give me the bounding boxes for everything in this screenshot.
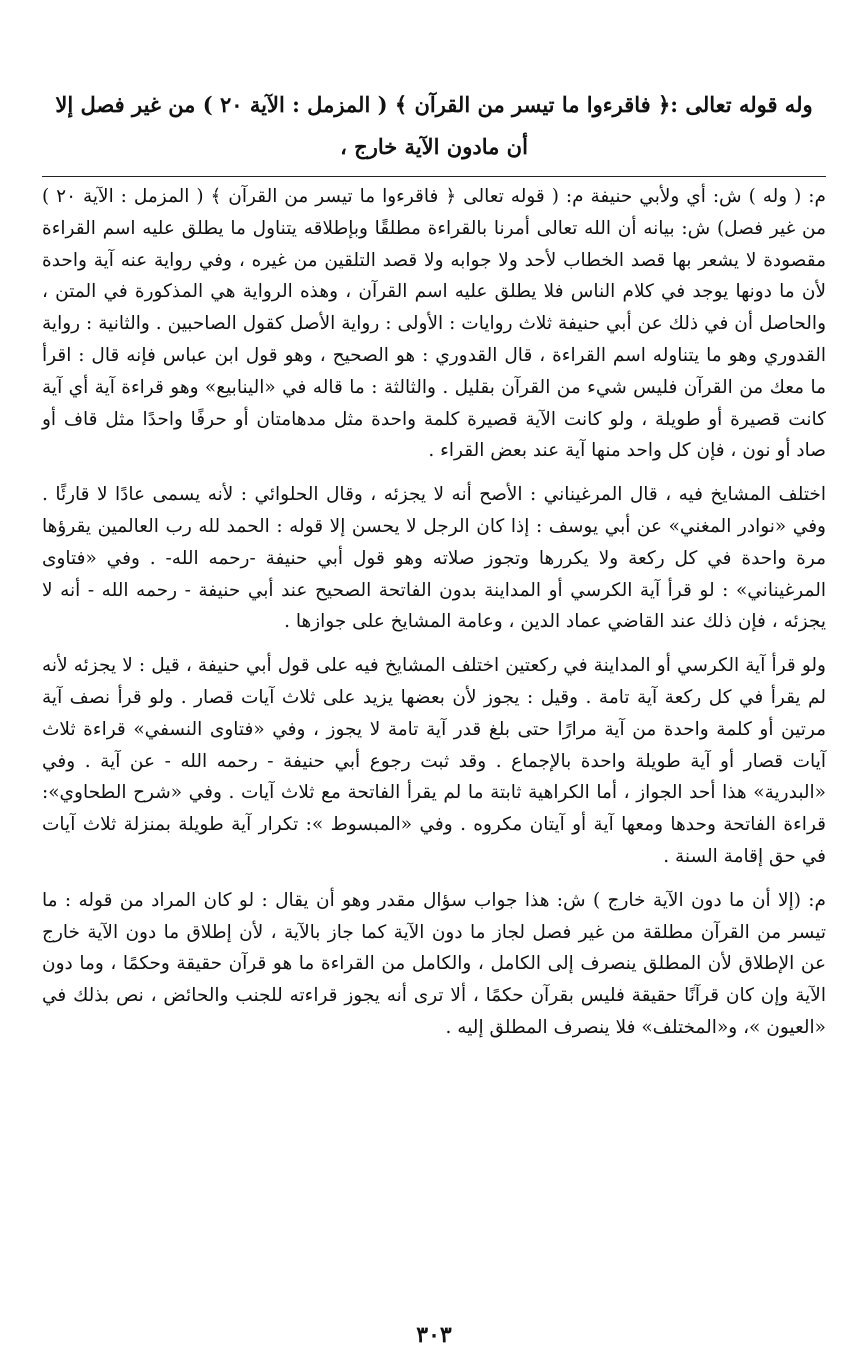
separator-line (42, 176, 826, 177)
paragraph-gap (42, 873, 826, 885)
commentary-paragraph-4: م: (إلا أن ما دون الآية خارج ) ش: هذا جواب سؤال مقدر وهو أن يقال : لو كان المراد من قوله : ما تيسر من القرآن مطلقة من غير فصل لجاز ما دون الآية كما جاز بالآية ، لأن إطلاق ما دون الآية خارج عن الإطلاق لأن المطلق ينصرف إلى الكامل ، والكامل من القراءة ما هو قرآن حقيقة وحكمًا ، وما دون الآية وإن كان قرآنًا حقيقة فليس بقرآن حكمًا ، ألا ترى أنه يجوز قراءته للجنب والحائض ، نص بذلك في «العيون »، و«المختلف» فلا ينصرف المطلق إليه . (42, 889, 826, 1038)
commentary-paragraph-2: اختلف المشايخ فيه ، قال المرغيناني : الأصح أنه لا يجزئه ، وقال الحلوائي : لأنه يسمى عادًا لا قارئًا . وفي «نوادر المغني» عن أبي يوسف : إذا كان الرجل لا يحسن إلا قوله : الحمد لله رب العالمين يقرؤها مرة واحدة في كل ركعة ولا يكررها وتجوز صلاته وهو قول أبي حنيفة -رحمه الله- . وفي «فتاوى المرغيناني» : لو قرأ آية الكرسي أو المداينة بدون الفاتحة الصحيح عند أبي حنيفة - رحمه الله - أنه لا يجزئه ، فإن ذلك عند القاضي عماد الدين ، وعامة المشايخ على جوازها . (42, 484, 826, 633)
paragraph-gap (42, 638, 826, 650)
matn-text: وله قوله تعالى :﴿ فاقرءوا ما تيسر من القرآن ﴾ ( المزمل : الآية ٢٠ ) من غير فصل إلا أن مادون الآية خارج ، (55, 92, 813, 159)
paragraph-gap (42, 467, 826, 479)
page-number: ٣٠٣ (416, 1322, 452, 1348)
commentary-paragraph-1: م: ( وله ) ش: أي ولأبي حنيفة م: ( قوله تعالى ﴿ فاقرءوا ما تيسر من القرآن ﴾ ( المزمل : الآية ٢٠ ) من غير فصل) ش: بيانه أن الله تعالى أمرنا بالقراءة مطلقًا وبإطلاقه يتناول ما يطلق عليه اسم القراءة مقصودة لا يشعر بها قصد الخطاب لأحد ولا جوابه ولا قصد التلقين من غيره ، وفي رواية عنه آية واحدة لأن ما دونها يوجد في كلام الناس فلا يطلق عليه اسم القرآن ، وهذه الرواية هي المذكورة في المتن ، والحاصل أن في ذلك عن أبي حنيفة ثلاث روايات : الأولى : رواية الأصل كقول الصاحبين . والثانية : رواية القدوري وهو ما يتناوله اسم القراءة ، قال القدوري : هو الصحيح ، وهو قول ابن عباس فإنه قال : اقرأ ما معك من القرآن فليس شيء من القرآن بقليل . والثالثة : ما قاله في «الينابيع» وهو قراءة آية أي آية كانت قصيرة أو طويلة ، ولو كانت الآية قصيرة كلمة واحدة مثل مدهامتان أو حرفًا واحدًا مثل قاف أو صاد أو نون ، فإن كل واحد منها آية عند بعض القراء . (42, 186, 826, 462)
commentary-section (42, 181, 826, 1044)
commentary-paragraph-3: ولو قرأ آية الكرسي أو المداينة في ركعتين اختلف المشايخ فيه على قول أبي حنيفة ، قيل : لا يجزئه لأنه لم يقرأ في كل ركعة آية تامة . وقيل : يجوز لأن بعضها يزيد على ثلاث آيات قصار . ولو قرأ نصف آية مرتين أو كلمة واحدة من آية مرارًا حتى بلغ قدر آية تامة لا يجوز ، وفي «فتاوى النسفي» قراءة ثلاث آيات قصار أو آية طويلة واحدة بالإجماع . وقد ثبت رجوع أبي حنيفة - رحمه الله - عن آية . وفي «البدرية» هذا أحد الجواز ، أما الكراهية ثابتة ما لم يقرأ الفاتحة مع ثلاث آيات . وفي «شرح الطحاوي»: قراءة الفاتحة وحدها ومعها آية أو آيتان مكروه . وفي «المبسوط »: تكرار آية طويلة بمنزلة ثلاث آيات في حق إقامة السنة . (42, 655, 826, 867)
